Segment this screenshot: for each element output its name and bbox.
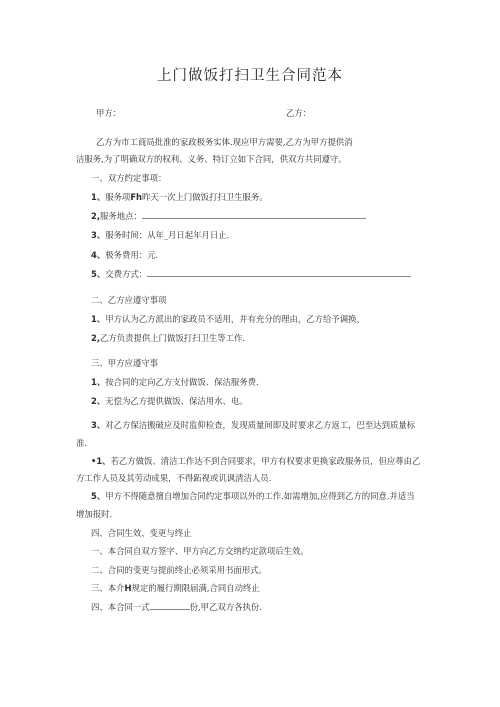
clause-number: •1、 <box>91 456 111 466</box>
intro-line-1: 乙方为市工商局批准的家政极务实体.现应甲方需要,乙方为甲方提供消 <box>96 137 353 147</box>
page-title: 上门做饭打扫卫生合同范本 <box>157 68 343 84</box>
clause-4-1: 一、本合同自双方签字、甲方向乙方交纳约定款项后生效。 <box>91 546 309 556</box>
clause-text: 服务项 <box>105 192 131 202</box>
clause-text-bold: Fh <box>130 192 143 202</box>
clause-2-2 <box>91 332 245 344</box>
clause-1-2 <box>91 210 366 222</box>
clause-text: 无偿为乙方提供做饭、保洁用水、电。 <box>105 396 248 406</box>
clause-4-3 <box>91 582 260 594</box>
clause-number: 3、 <box>91 230 106 240</box>
clause-number: 5、 <box>91 491 106 501</box>
clause-text-rest: 份,甲乙双方各执份. <box>189 602 262 612</box>
clause-text: 服务地点： <box>100 211 142 221</box>
intro-line-2: 洁服务,为了明确双方的权利、义务、特订立如下合同，供双方共同遵守。 <box>76 154 347 164</box>
clause-text: 服务时间：从年_月日起年月日止. <box>105 230 230 240</box>
clause-3-1 <box>91 376 259 388</box>
clause-3-5-continued: 增加报时. <box>76 509 113 519</box>
clause-text-rest: 昨天一次上门做饭打扫卫生服务。 <box>142 192 268 202</box>
address-blank-line <box>142 210 366 219</box>
clause-text: 交费方式： <box>105 269 148 279</box>
clause-text: 三、本介 <box>91 583 125 593</box>
clause-text: 甲方认为乙方派出的家政员不适用，并有充分的理由，乙方给予调换， <box>105 314 365 324</box>
clause-1-3 <box>91 229 229 241</box>
clause-number: 2, <box>91 333 101 343</box>
clause-number: 1、 <box>91 377 106 387</box>
section-2-heading: 二、乙方应遵守事项 <box>91 295 167 305</box>
clause-text: 乙方负责提供上门做饭打扫卫生等工作. <box>100 333 246 343</box>
clause-number: 1、 <box>91 192 106 202</box>
clause-text: 极务费用：元. <box>105 250 159 260</box>
party-a-label: 甲方： <box>96 108 122 118</box>
clause-3-5 <box>91 490 415 502</box>
clause-3-4-continued: 方工作人员及其劳动成果，不得跖视或讥讽清洁人员. <box>76 473 272 483</box>
clause-number: 2, <box>91 211 101 221</box>
clause-1-5 <box>91 268 411 280</box>
copies-blank-line <box>150 601 190 610</box>
clause-3-3-continued: 准. <box>76 438 88 448</box>
clause-3-3 <box>91 419 415 431</box>
clause-1-1 <box>91 191 268 203</box>
clause-text: 四、本合同一式 <box>91 602 150 612</box>
clause-number: 2、 <box>91 396 106 406</box>
clause-3-4 <box>91 455 420 467</box>
clause-4-2: 二、合同的变更与提前终止必须采用书面形式。 <box>91 565 267 575</box>
clause-number: 3、 <box>91 420 106 430</box>
clause-text: 对乙方保洁搬破应及时监仰检查，发现质量间即及时要求乙方返工，巴至达到质量标 <box>105 420 416 430</box>
clause-4-4 <box>91 601 262 613</box>
section-4-heading: 四、合同生效、变更与终止 <box>91 528 192 538</box>
section-3-heading: 三、甲方应遵守事 <box>91 358 158 368</box>
party-b-label: 乙方： <box>286 108 312 118</box>
section-1-heading: 一、双方约定事项： <box>91 173 167 183</box>
clause-number: 1、 <box>91 314 106 324</box>
clause-number: 4、 <box>91 250 106 260</box>
payment-blank-line <box>147 268 411 277</box>
clause-text: 甲方不得随意擅自增加合同约定事项以外的工作.如需增加,应得到乙方的同意.并适当 <box>105 491 415 501</box>
clause-1-4 <box>91 249 158 261</box>
clause-2-1 <box>91 313 365 325</box>
clause-3-2 <box>91 395 248 407</box>
clause-text-rest: 规定的履行期限届满,合同自动终止 <box>131 583 260 593</box>
clause-text-bold: H <box>124 583 132 593</box>
clause-text: 按合同的定向乙方支付做饭、保洁服务费. <box>105 377 259 387</box>
clause-text: 若乙方做饭、清洁工作达不到合同要求，甲方有权要求更换家政服务员，但应尊由乙 <box>110 456 421 466</box>
clause-number: 5、 <box>91 269 106 279</box>
